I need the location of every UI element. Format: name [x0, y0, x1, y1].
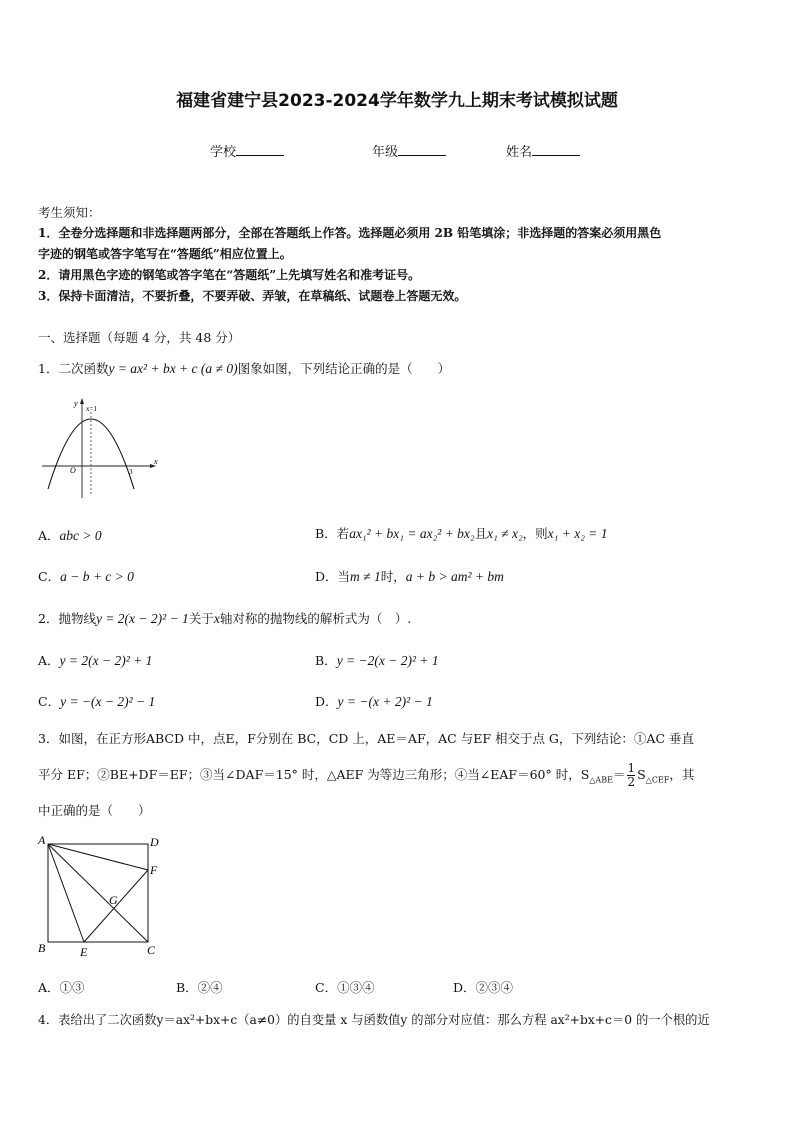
school-field: [210, 141, 284, 160]
q2-option-c-label: C．: [38, 694, 61, 709]
q3-label-d: D: [150, 835, 159, 849]
q3-line-ae: [48, 844, 84, 942]
q2-option-a[interactable]: [38, 651, 152, 669]
notice-line-2: 2．请用黑色字迹的钢笔或答字笔在“答题纸”上先填写姓名和准考证号。: [38, 268, 421, 282]
q3-fraction: [627, 762, 635, 789]
q3-line-ac: [48, 844, 148, 942]
q1-y-arrow: [80, 398, 84, 404]
q4-stem: 4．表给出了二次函数y＝ax²+bx+c（a≠0）的自变量 x 与函数值y 的部分对应值：那么方程 ax²+bx+c＝0 的一个根的近: [38, 1013, 710, 1027]
q1-option-c[interactable]: [38, 567, 134, 585]
q1-label-sym: x=1: [86, 405, 97, 413]
q1-option-d[interactable]: [315, 567, 504, 585]
q3-line-3: 中正确的是（ ）: [38, 803, 151, 818]
q2-option-c-math: y = −(x − 2)² − 1: [60, 694, 156, 709]
notice-line-1b: 字迹的钢笔或答字笔写在“答题纸”相应位置上。: [38, 247, 292, 261]
q3-line-1: 3．如图，在正方形ABCD 中，点E，F分别在 BC，CD 上，AE＝AF，AC 与EF 相交于点 G，下列结论：①AC 垂直: [38, 731, 694, 746]
school-label: 学校: [210, 145, 237, 160]
q1-option-a-label: A．: [38, 528, 60, 543]
q2-option-d-math: y = −(x + 2)² − 1: [337, 694, 433, 709]
q3-label-g: G: [109, 893, 118, 907]
q3-option-b[interactable]: B．②④: [176, 980, 223, 995]
q1-option-b-math1: ax₁² + bx₁ = ax₂² + bx₂: [349, 526, 475, 541]
q1-parabola-figure: [38, 394, 160, 506]
q1-label-tick3: 3: [129, 468, 133, 476]
q3-square-figure: [34, 832, 166, 960]
notice-line-3: 3．保持卡面清洁，不要折叠，不要弄破、弄皱，在草稿纸、试题卷上答题无效。: [38, 289, 467, 303]
q2-option-d[interactable]: [315, 692, 433, 710]
page-title: 福建省建宁县2023-2024学年数学九上期末考试模拟试题: [176, 91, 618, 111]
q3-line-2: [38, 762, 694, 789]
q2-suffix: 轴对称的抛物线的解析式为（ ）.: [219, 611, 412, 626]
q2-option-c[interactable]: [38, 692, 155, 710]
grade-field: [372, 141, 446, 160]
q1-option-d-mid: 时，: [380, 569, 406, 584]
q1-prefix: 1．二次函数: [38, 361, 109, 376]
q1-option-c-math: a − b + c > 0: [60, 569, 134, 584]
notice-heading: 考生须知：: [38, 205, 101, 220]
q1-label-x: x: [154, 457, 158, 466]
school-blank: [236, 142, 284, 156]
grade-label: 年级: [372, 145, 399, 160]
q2-option-b-math: y = −2(x − 2)² + 1: [336, 653, 439, 668]
name-blank: [532, 142, 580, 156]
section-heading: 一、选择题（每题 4 分，共 48 分）: [38, 330, 241, 345]
q2-mid: 关于: [188, 611, 214, 626]
q3-label-e: E: [80, 945, 88, 959]
q3-label-c: C: [147, 943, 156, 957]
notice-line-1: 1．全卷分选择题和非选择题两部分，全部在答题纸上作答。选择题必须用 2B 铅笔填涂；非选择题的答案必须用黑色: [38, 226, 662, 240]
q3-option-c[interactable]: C．①③④: [315, 980, 375, 995]
q3-eq: ＝: [612, 767, 626, 782]
q3-line-2b: ，其: [669, 767, 695, 782]
q1-option-b-math2: x₁ ≠ x₂: [487, 526, 523, 541]
q2-option-a-math: y = 2(x − 2)² + 1: [59, 653, 153, 668]
q1-option-d-label: D．当: [315, 569, 351, 584]
q3-s-cef: S: [637, 767, 646, 782]
q2-prefix: 2．抛物线: [38, 611, 96, 626]
q1-suffix: 图象如图，下列结论正确的是（ ）: [237, 361, 451, 376]
q1-label-y: y: [74, 399, 78, 408]
q3-frac-num: 1: [627, 761, 636, 775]
q3-line-2a: 平分 EF；②BE+DF＝EF；③当∠DAF＝15° 时，△AEF 为等边三角形；④当∠EAF＝60° 时，S: [38, 767, 590, 782]
name-field: [506, 141, 580, 160]
question-2-stem: [38, 609, 411, 627]
q1-option-d-math2: a + b > am² + bm: [405, 569, 504, 584]
q2-formula: y = 2(x − 2)² − 1: [95, 611, 189, 626]
name-label: 姓名: [506, 145, 533, 160]
q3-label-b: B: [38, 941, 46, 955]
q1-option-b-mid: 且: [474, 526, 488, 541]
q1-label-origin: O: [70, 466, 76, 475]
q3-option-d[interactable]: D．②③④: [453, 980, 514, 995]
q3-option-a[interactable]: A．①③: [38, 980, 85, 995]
q1-option-c-label: C．: [38, 569, 61, 584]
q3-sub-abe: △ABE: [589, 775, 613, 785]
q2-option-b-label: B．: [315, 653, 337, 668]
q1-option-b[interactable]: [315, 524, 608, 542]
q3-label-f: F: [150, 863, 158, 877]
q3-sub-cef: △CEF: [645, 775, 670, 785]
grade-blank: [398, 142, 446, 156]
q3-frac-den: 2: [627, 775, 636, 789]
q1-option-a[interactable]: [38, 526, 102, 544]
q1-option-b-math3: x₁ + x₂ = 1: [547, 526, 608, 541]
q2-option-d-label: D．: [315, 694, 338, 709]
q1-option-d-math1: m ≠ 1: [350, 569, 381, 584]
q1-formula: y = ax² + bx + c (a ≠ 0): [108, 361, 238, 376]
q3-label-a: A: [38, 833, 46, 847]
q3-line-af: [48, 844, 148, 870]
q2-axis: x: [213, 611, 220, 626]
q1-option-a-math: abc > 0: [59, 528, 102, 543]
q2-option-a-label: A．: [38, 653, 60, 668]
q1-option-b-label: B．若: [315, 526, 350, 541]
q2-option-b[interactable]: [315, 651, 439, 669]
q1-option-b-mid2: ，则: [522, 526, 548, 541]
question-1-stem: [38, 359, 450, 377]
